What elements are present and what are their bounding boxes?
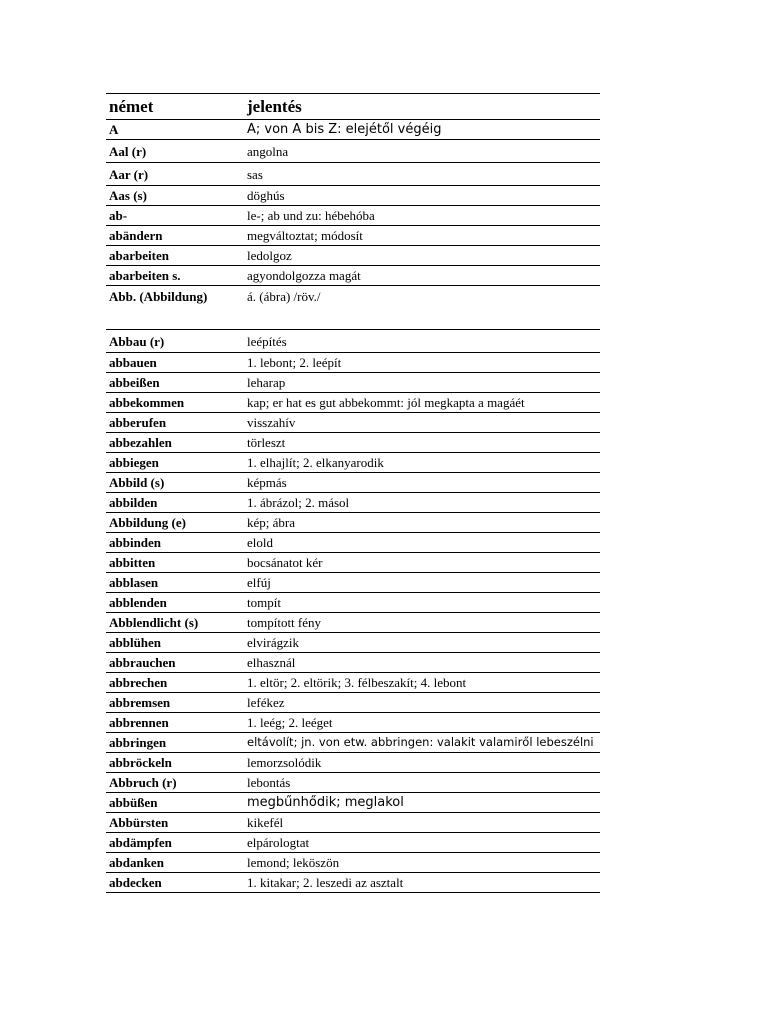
term-cell: Abbild (s) [106,473,244,493]
table-row [106,753,600,773]
term-cell: Abblendlicht (s) [106,613,244,633]
table-row [106,120,600,140]
column-header-term: német [106,94,244,120]
meaning-cell: A; von A bis Z: elejétől végéig [244,120,600,140]
meaning-cell: tompított fény [244,613,600,633]
meaning-cell: döghús [244,186,600,206]
term-cell: abbezahlen [106,433,244,453]
term-cell: abbauen [106,353,244,373]
meaning-cell: 1. elhajlít; 2. elkanyarodik [244,453,600,473]
term-cell: Aal (r) [106,140,244,163]
dictionary-table [106,93,600,893]
table-row [106,873,600,893]
table-row [106,353,600,373]
table-row [106,633,600,653]
table-row [106,693,600,713]
table-row [106,330,600,353]
table-row [106,473,600,493]
table-row [106,413,600,433]
term-cell: abbilden [106,493,244,513]
term-cell: abbröckeln [106,753,244,773]
table-row [106,833,600,853]
term-cell: Aar (r) [106,163,244,186]
meaning-cell: visszahív [244,413,600,433]
table-row [106,713,600,733]
term-cell: abbrechen [106,673,244,693]
table-row [106,140,600,163]
term-cell: Abbildung (e) [106,513,244,533]
meaning-cell: tompít [244,593,600,613]
meaning-cell: elold [244,533,600,553]
table-header-row [106,94,600,120]
term-cell: abbüßen [106,793,244,813]
meaning-cell: kikefél [244,813,600,833]
term-cell: Abbau (r) [106,330,244,353]
meaning-cell: á. (ábra) /röv./ [244,286,600,330]
meaning-cell: lefékez [244,693,600,713]
table-row [106,286,600,330]
meaning-cell: angolna [244,140,600,163]
meaning-cell: lebontás [244,773,600,793]
table-row [106,573,600,593]
table-row [106,853,600,873]
meaning-cell: kép; ábra [244,513,600,533]
meaning-cell: bocsánatot kér [244,553,600,573]
meaning-cell: ledolgoz [244,246,600,266]
meaning-cell: lemorzsolódik [244,753,600,773]
meaning-cell: elhasznál [244,653,600,673]
meaning-cell: képmás [244,473,600,493]
term-cell: Abbürsten [106,813,244,833]
table-row [106,513,600,533]
table-row [106,226,600,246]
term-cell: abändern [106,226,244,246]
meaning-cell: 1. lebont; 2. leépít [244,353,600,373]
table-row [106,533,600,553]
term-cell: abberufen [106,413,244,433]
term-cell: abdämpfen [106,833,244,853]
meaning-cell: sas [244,163,600,186]
table-row [106,206,600,226]
table-row [106,813,600,833]
meaning-cell: leépítés [244,330,600,353]
meaning-cell: 1. kitakar; 2. leszedi az asztalt [244,873,600,893]
meaning-cell: eltávolít; jn. von etw. abbringen: valakit valamiről lebeszélni [244,733,600,753]
meaning-cell: lemond; leköszön [244,853,600,873]
document-page [106,93,600,893]
meaning-cell: törleszt [244,433,600,453]
table-row [106,793,600,813]
table-row [106,163,600,186]
table-row [106,653,600,673]
meaning-cell: 1. ábrázol; 2. másol [244,493,600,513]
term-cell: ab- [106,206,244,226]
term-cell: A [106,120,244,140]
term-cell: abblühen [106,633,244,653]
term-cell: abdecken [106,873,244,893]
table-row [106,373,600,393]
term-cell: abbekommen [106,393,244,413]
column-header-meaning: jelentés [244,94,600,120]
term-cell: abbringen [106,733,244,753]
table-row [106,773,600,793]
term-cell: abblenden [106,593,244,613]
meaning-cell: megváltoztat; módosít [244,226,600,246]
term-cell: abbitten [106,553,244,573]
table-row [106,553,600,573]
term-cell: abarbeiten [106,246,244,266]
term-cell: abbrennen [106,713,244,733]
meaning-cell: kap; er hat es gut abbekommt: jól megkapta a magáét [244,393,600,413]
table-row [106,673,600,693]
table-row [106,186,600,206]
term-cell: abbremsen [106,693,244,713]
table-row [106,733,600,753]
term-cell: abarbeiten s. [106,266,244,286]
meaning-cell: agyondolgozza magát [244,266,600,286]
meaning-cell: 1. eltör; 2. eltörik; 3. félbeszakít; 4. lebont [244,673,600,693]
term-cell: abdanken [106,853,244,873]
term-cell: abbeißen [106,373,244,393]
table-row [106,493,600,513]
term-cell: Abb. (Abbildung) [106,286,244,330]
table-row [106,593,600,613]
term-cell: Aas (s) [106,186,244,206]
meaning-cell: 1. leég; 2. leéget [244,713,600,733]
meaning-cell: leharap [244,373,600,393]
meaning-cell: elvirágzik [244,633,600,653]
meaning-cell: elpárologtat [244,833,600,853]
meaning-cell: le-; ab und zu: hébehóba [244,206,600,226]
table-row [106,266,600,286]
table-row [106,246,600,266]
table-row [106,393,600,413]
table-row [106,613,600,633]
meaning-cell: megbűnhődik; meglakol [244,793,600,813]
term-cell: Abbruch (r) [106,773,244,793]
table-row [106,433,600,453]
term-cell: abbinden [106,533,244,553]
term-cell: abbrauchen [106,653,244,673]
meaning-cell: elfúj [244,573,600,593]
term-cell: abblasen [106,573,244,593]
table-row [106,453,600,473]
term-cell: abbiegen [106,453,244,473]
